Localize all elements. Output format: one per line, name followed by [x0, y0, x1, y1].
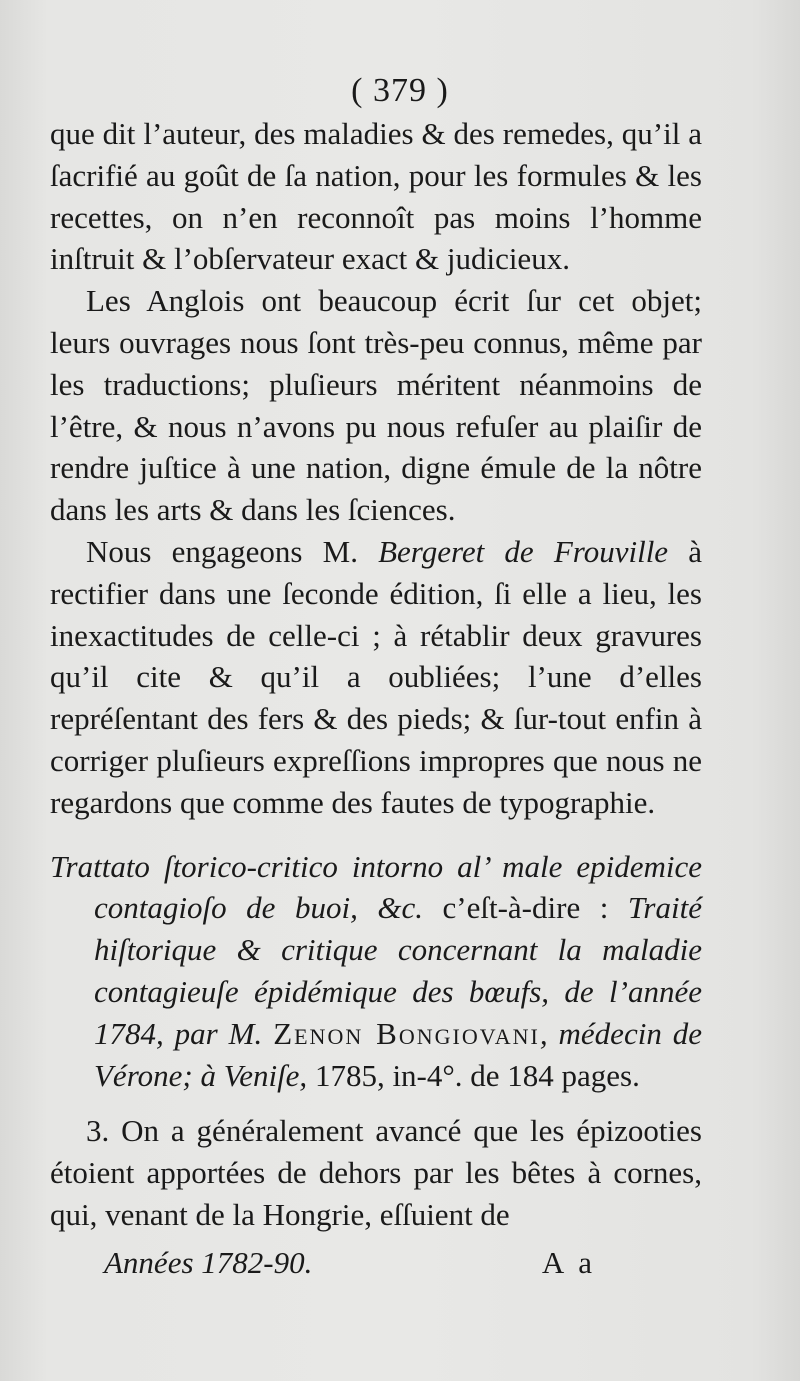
- running-title: Années 1782-90.: [104, 1245, 313, 1280]
- page-footer: [104, 1245, 596, 1281]
- bibliographic-reference: [50, 846, 702, 1097]
- section-3-text: On a généralement avancé que les épizooties étoient apportées de dehors par les bêtes à cornes, qui, venant de la Hongrie, eſſuient de: [50, 1113, 702, 1232]
- french-title: Traité hiſtorique & critique concernant la maladie contagieuſe épidémique des bœufs, de l’année 1784, par M.: [94, 890, 702, 1051]
- page-number: ( 379 ): [351, 72, 449, 109]
- body-text: [50, 113, 702, 1236]
- section-3: [50, 1110, 702, 1235]
- paragraph-2: Les Anglois ont beaucoup écrit ſur cet objet; leurs ouvrages nous ſont très-peu connus, même par les traductions; pluſieurs méritent néanmoins de l’être, & nous n’avons pu nous refuſer au plaiſir de rendre juſtice à une nation, digne émule de la nôtre dans les arts & dans les ſciences.: [50, 283, 702, 528]
- reference-author: Zenon Bongiovani: [273, 1015, 540, 1051]
- italian-title: Trattato ſtorico-critico intorno al’ male epidemice contagioſo de buoi, &c.: [50, 848, 702, 926]
- publication-details: 1785, in-4°. de 184 pages.: [307, 1057, 640, 1093]
- paragraph-3-start: Nous engageons M.: [86, 533, 379, 569]
- translation-connector: c’eſt-à-dire :: [422, 890, 628, 926]
- signature-mark: A a: [541, 1245, 596, 1280]
- section-number: 3.: [86, 1113, 110, 1149]
- paragraph-3-rest: à rectifier dans une ſeconde édition, ſi elle a lieu, les inexactitudes de celle-ci ; à rétablir deux gravures qu’il cite & qu’il a oubliées; l’une d’elles repréſentant des fers & des pieds; & ſur-tout enfin à corriger pluſieurs expreſſions impropres que nous ne regardons que comme des fautes de typographie.: [50, 533, 702, 820]
- paragraph-3: [50, 531, 702, 824]
- author-role: , médecin de Vérone; à Veniſe,: [94, 1015, 703, 1093]
- paragraph-1: que dit l’auteur, des maladies & des remedes, qu’il a ſacrifié au goût de ſa nation, pour les formules & les recettes, on n’en reconnoît pas moins l’homme inſtruit & l’obſervateur exact & judicieux.: [50, 116, 702, 277]
- author-name: Bergeret de Frouville: [378, 533, 669, 569]
